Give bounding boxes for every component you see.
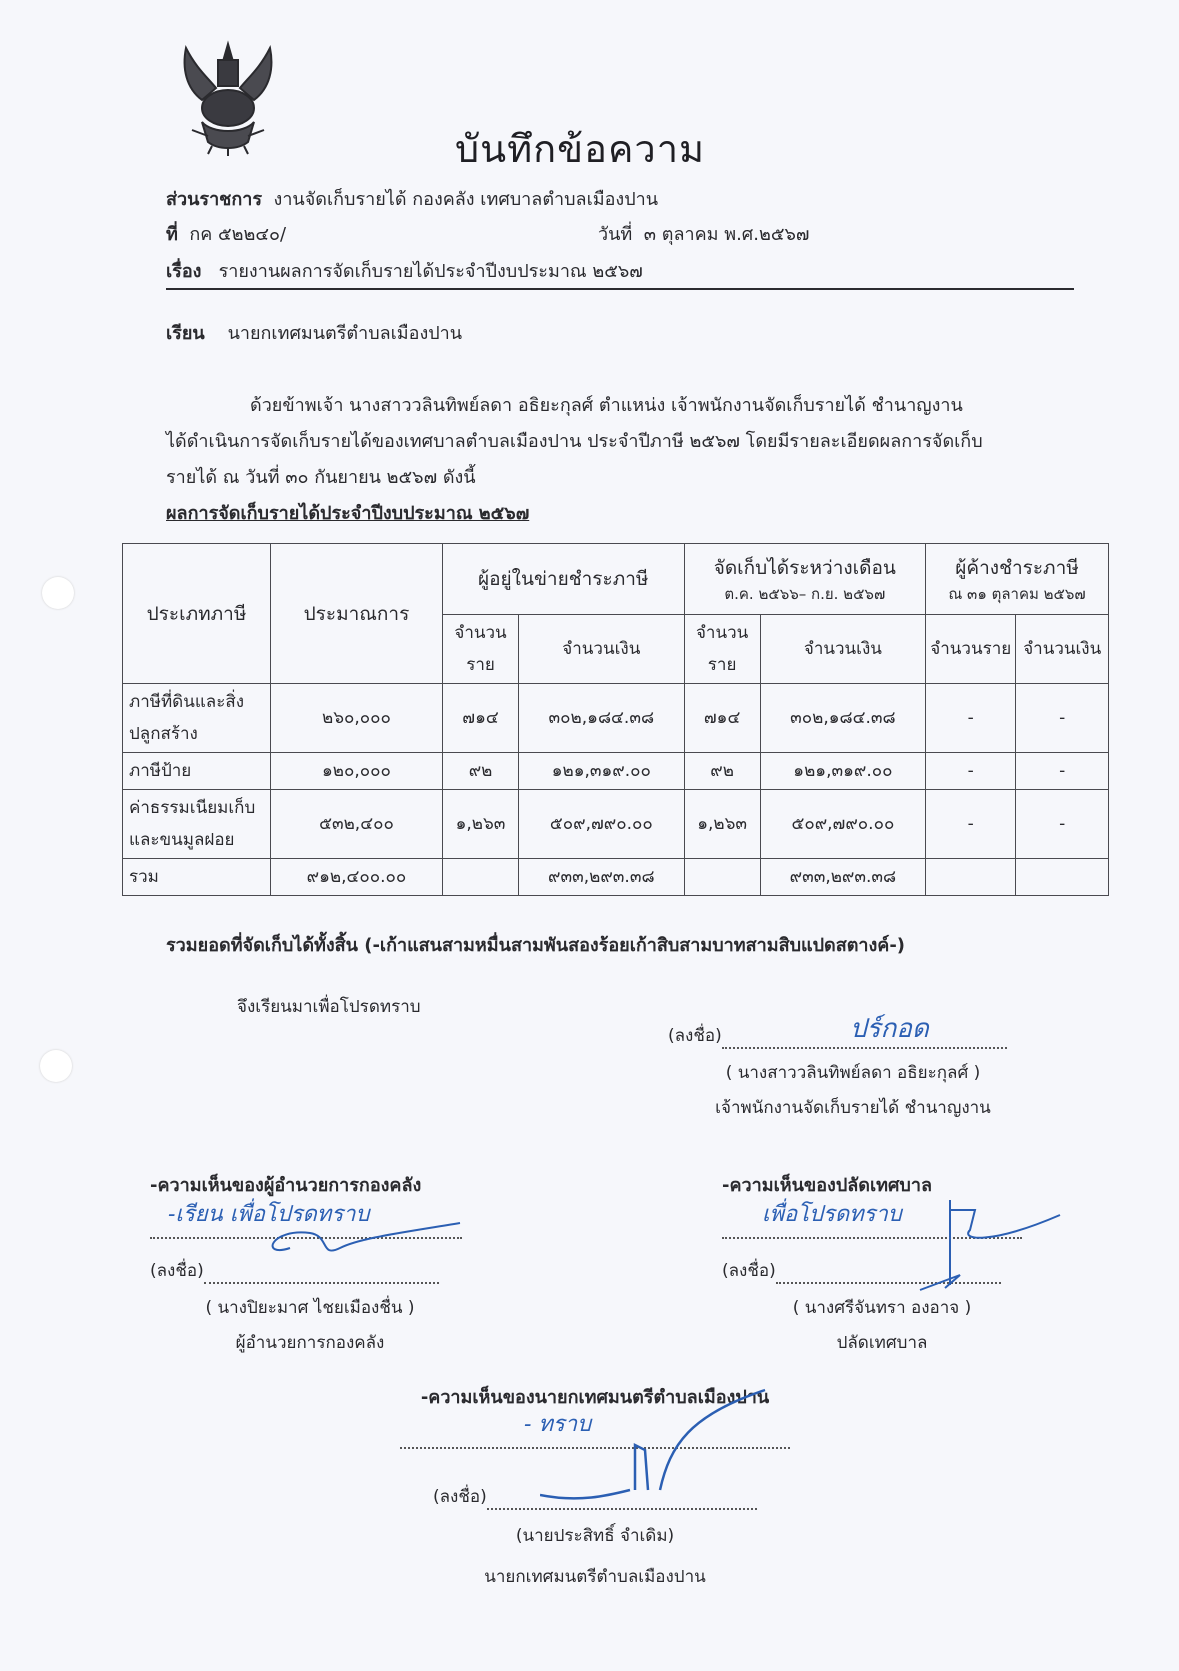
cell-out-amount: -	[1016, 753, 1109, 790]
header-collected	[684, 544, 926, 615]
mayor-opinion-title: -ความเห็นของนายกเทศมนตรีตำบลเมืองปาน	[420, 1387, 770, 1408]
cell-type: ค่าธรรมเนียมเก็บและขนมูลฝอย	[123, 790, 271, 859]
officer-handwritten-signature: ปร์กอด	[850, 1014, 929, 1044]
agency-value: งานจัดเก็บรายได้ กองคลัง เทศบาลตำบลเมืองปาน	[273, 189, 659, 210]
finance-director-name: ( นางปิยะมาศ ไชยเมืองชื่น )	[205, 1298, 415, 1318]
finance-handwritten-opinion: -เรียน เพื่อโปรดทราบ	[168, 1202, 370, 1227]
cell-col-count: ๑,๒๖๓	[684, 790, 760, 859]
cell-total-col-amount: ๙๓๓,๒๙๓.๓๘	[760, 859, 925, 896]
cell-net-count: ๑,๒๖๓	[442, 790, 518, 859]
cell-type: ภาษีที่ดินและสิ่งปลูกสร้าง	[123, 684, 271, 753]
cell-estimate: ๕๓๒,๔๐๐	[271, 790, 443, 859]
cell-col-count: ๗๑๔	[684, 684, 760, 753]
revenue-table	[122, 543, 1109, 896]
officer-name: ( นางสาววลินทิพย์ลดา อธิยะกุลศ์ )	[725, 1063, 981, 1083]
cell-total-out-count	[926, 859, 1016, 896]
mayor-handwritten-opinion: - ทราบ	[524, 1412, 592, 1437]
mayor-signature-stroke-icon	[540, 1385, 770, 1505]
clerk-handwritten-opinion: เพื่อโปรดทราบ	[762, 1202, 902, 1227]
header-divider	[166, 288, 1074, 290]
header-in-net: ผู้อยู่ในข่ายชำระภาษี	[442, 544, 684, 615]
cell-col-amount: ๑๒๑,๓๑๙.๐๐	[760, 753, 925, 790]
reference-line	[166, 219, 286, 248]
total-amount-text: รวมยอดที่จัดเก็บได้ทั้งสิ้น (-เก้าแสนสามหมื่นสามพันสองร้อยเก้าสิบสามบาทสามสิบแปดสตางค์-)	[166, 935, 906, 956]
agency-label: ส่วนราชการ	[166, 189, 263, 210]
clerk-opinion-title: -ความเห็นของปลัดเทศบาล	[722, 1175, 932, 1196]
cell-out-count: -	[926, 790, 1016, 859]
header-col-count: จำนวนราย	[684, 615, 760, 684]
body-paragraph	[166, 388, 1078, 496]
subject-line	[166, 256, 643, 285]
clerk-signature-stroke-icon	[900, 1190, 1080, 1300]
section-title: ผลการจัดเก็บรายได้ประจำปีงบประมาณ ๒๕๖๗	[166, 503, 530, 524]
header-col-amount: จำนวนเงิน	[760, 615, 925, 684]
cell-out-amount: -	[1016, 790, 1109, 859]
signature-line	[487, 1508, 757, 1510]
cell-out-count: -	[926, 684, 1016, 753]
mayor-name: (นายประสิทธิ์ จำเดิม)	[515, 1526, 675, 1546]
clerk-position: ปลัดเทศบาล	[836, 1333, 928, 1353]
cell-type: ภาษีป้าย	[123, 753, 271, 790]
header-outstanding	[926, 544, 1109, 615]
table-row	[123, 684, 1109, 753]
body-line-3: รายได้ ณ วันที่ ๓๐ กันยายน ๒๕๖๗ ดังนี้	[166, 467, 476, 488]
header-collected-period: ต.ค. ๒๕๖๖– ก.ย. ๒๕๖๗	[724, 585, 886, 603]
header-outstanding-title: ผู้ค้างชำระภาษี	[955, 557, 1079, 579]
reference-value: กค ๕๒๒๔๐/	[189, 224, 287, 245]
punch-hole-bottom	[40, 1050, 72, 1082]
sign-label: (ลงชื่อ)	[668, 1026, 722, 1046]
cell-col-count: ๙๒	[684, 753, 760, 790]
body-line-1: ด้วยข้าพเจ้า นางสาววลินทิพย์ลดา อธิยะกุลศ์ ตำแหน่ง เจ้าพนักงานจัดเก็บรายได้ ชำนาญงาน	[250, 395, 963, 416]
header-net-count: จำนวนราย	[442, 615, 518, 684]
cell-total-out-amount	[1016, 859, 1109, 896]
officer-position: เจ้าพนักงานจัดเก็บรายได้ ชำนาญงาน	[715, 1098, 991, 1118]
recipient-line	[166, 318, 462, 347]
finance-opinion-title: -ความเห็นของผู้อำนวยการกองคลัง	[150, 1175, 422, 1196]
table-row	[123, 790, 1109, 859]
header-estimate: ประมาณการ	[271, 544, 443, 684]
cell-net-amount: ๓๐๒,๑๘๔.๓๘	[519, 684, 684, 753]
cell-col-amount: ๕๐๙,๗๙๐.๐๐	[760, 790, 925, 859]
cell-estimate: ๑๒๐,๐๐๐	[271, 753, 443, 790]
cell-col-amount: ๓๐๒,๑๘๔.๓๘	[760, 684, 925, 753]
date-label: วันที่	[598, 224, 633, 245]
header-net-amount: จำนวนเงิน	[519, 615, 684, 684]
header-out-amount: จำนวนเงิน	[1016, 615, 1109, 684]
table-row	[123, 753, 1109, 790]
recipient-label: เรียน	[166, 323, 205, 344]
body-line-2: ได้ดำเนินการจัดเก็บรายได้ของเทศบาลตำบลเมืองปาน ประจำปีภาษี ๒๕๖๗ โดยมีรายละเอียดผลการจัดเก็บ	[166, 431, 983, 452]
sign-label: (ลงชื่อ)	[433, 1487, 487, 1507]
cell-net-count: ๗๑๔	[442, 684, 518, 753]
table-total-row	[123, 859, 1109, 896]
cell-total-net-count	[442, 859, 518, 896]
cell-total-col-count	[684, 859, 760, 896]
subject-value: รายงานผลการจัดเก็บรายได้ประจำปีงบประมาณ ๒๕๖๗	[218, 261, 643, 282]
mayor-position: นายกเทศมนตรีตำบลเมืองปาน	[484, 1567, 706, 1587]
finance-signature-stroke-icon	[250, 1218, 470, 1268]
header-collected-title: จัดเก็บได้ระหว่างเดือน	[713, 557, 896, 579]
closing-line: จึงเรียนมาเพื่อโปรดทราบ	[237, 997, 421, 1017]
cell-total-net-amount: ๙๓๓,๒๙๓.๓๘	[519, 859, 684, 896]
finance-director-position: ผู้อำนวยการกองคลัง	[235, 1333, 385, 1353]
sign-label: (ลงชื่อ)	[722, 1261, 776, 1281]
reference-label: ที่	[166, 224, 178, 245]
cell-net-count: ๙๒	[442, 753, 518, 790]
date-value: ๓ ตุลาคม พ.ศ.๒๕๖๗	[643, 224, 810, 245]
punch-hole-top	[42, 577, 74, 609]
cell-net-amount: ๕๐๙,๗๙๐.๐๐	[519, 790, 684, 859]
header-outstanding-date: ณ ๓๑ ตุลาคม ๒๕๖๗	[948, 585, 1086, 603]
signature-line	[204, 1282, 439, 1284]
date-line	[598, 219, 809, 248]
subject-label: เรื่อง	[166, 261, 202, 282]
cell-net-amount: ๑๒๑,๓๑๙.๐๐	[519, 753, 684, 790]
garuda-emblem-icon	[172, 38, 284, 156]
header-tax-type: ประเภทภาษี	[123, 544, 271, 684]
header-out-count: จำนวนราย	[926, 615, 1016, 684]
agency-line	[166, 184, 658, 213]
sign-label: (ลงชื่อ)	[150, 1261, 204, 1281]
cell-total-estimate: ๙๑๒,๔๐๐.๐๐	[271, 859, 443, 896]
cell-out-count: -	[926, 753, 1016, 790]
cell-total-label: รวม	[123, 859, 271, 896]
table-header-row-1	[123, 544, 1109, 615]
document-title: บันทึกข้อความ	[455, 127, 706, 171]
cell-estimate: ๒๖๐,๐๐๐	[271, 684, 443, 753]
cell-out-amount: -	[1016, 684, 1109, 753]
clerk-name: ( นางศรีจันทรา องอาจ )	[792, 1298, 972, 1318]
recipient-value: นายกเทศมนตรีตำบลเมืองปาน	[227, 323, 463, 344]
